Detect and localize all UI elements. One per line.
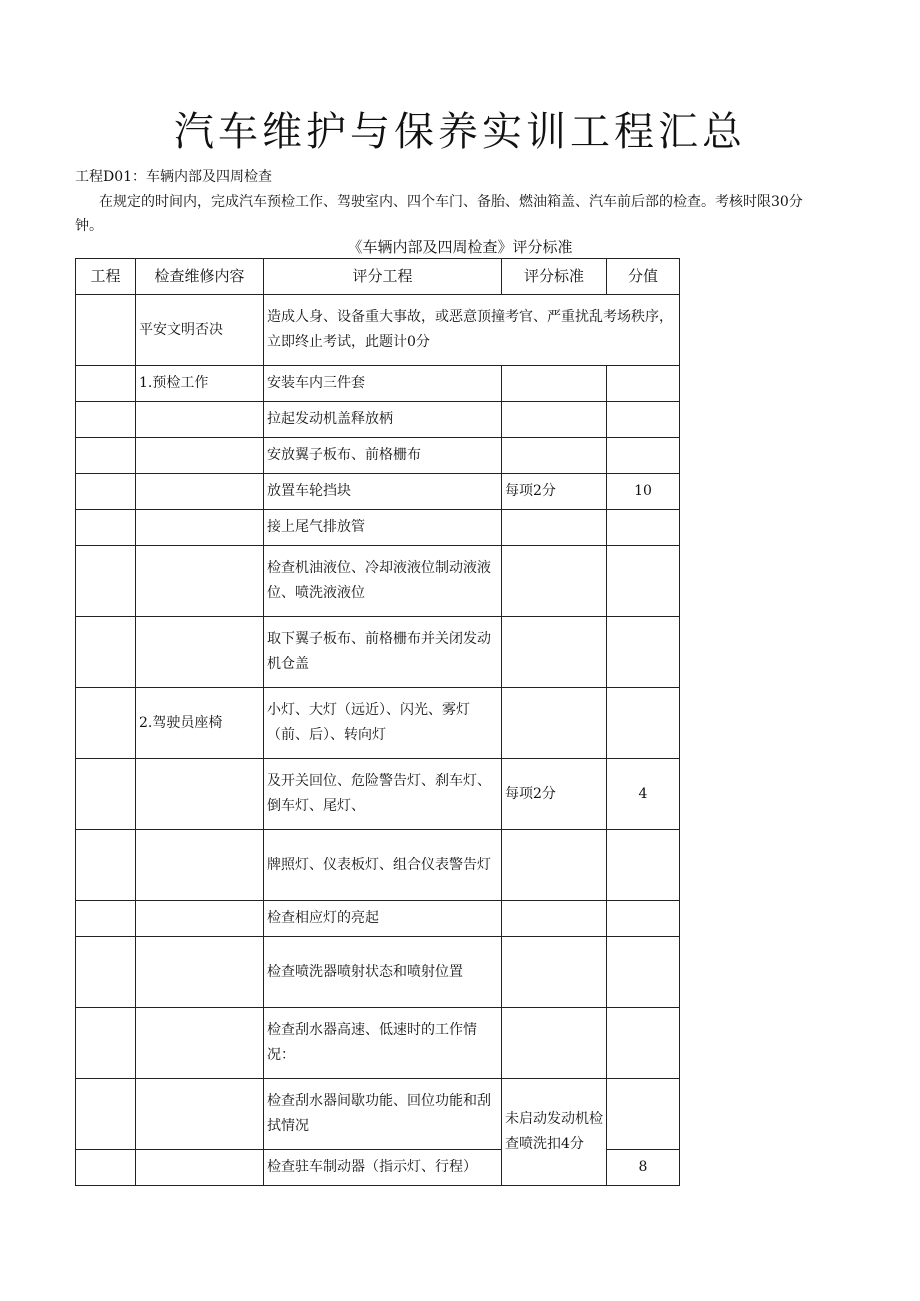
item-cell: 检查机油液位、冷却液液位制动液液位、喷洗液液位: [264, 546, 502, 617]
table-row: [76, 901, 680, 937]
table-row: [76, 937, 680, 1008]
table-row: [76, 1079, 680, 1150]
document-title: 汽车维护与保养实训工程汇总: [174, 109, 746, 155]
column-header-score: 分值: [607, 259, 680, 295]
table-row: [76, 366, 680, 402]
table-row: [76, 759, 680, 830]
table-row: [76, 295, 680, 366]
item-cell: 拉起发动机盖释放柄: [264, 402, 502, 438]
item-cell: 安装车内三件套: [264, 366, 502, 402]
standard-cell: 未启动发动机检查喷洗扣4分: [502, 1079, 607, 1186]
item-cell: 检查驻车制动器（指示灯、行程）: [264, 1150, 502, 1186]
score-cell: 8: [607, 1150, 680, 1186]
item-cell: 检查相应灯的亮起: [264, 901, 502, 937]
column-header-standard: 评分标准: [502, 259, 607, 295]
table-row: [76, 474, 680, 510]
column-header-content: 检查维修内容: [136, 259, 264, 295]
table-row: [76, 402, 680, 438]
table-row: [76, 1008, 680, 1079]
standard-cell: 每项2分: [502, 759, 607, 830]
score-cell: 10: [607, 474, 680, 510]
scoring-table: [75, 258, 680, 1186]
content-cell: 平安文明否决: [136, 295, 264, 366]
table-row: [76, 688, 680, 759]
item-cell: 检查刮水器高速、低速时的工作情况：: [264, 1008, 502, 1079]
item-heading: 工程D01：车辆内部及四周检查: [75, 169, 273, 185]
table-row: [76, 830, 680, 901]
column-header-project: 工程: [76, 259, 136, 295]
item-cell: 造成人身、设备重大事故，或恶意顶撞考官、严重扰乱考场秩序，立即终止考试，此题计0分: [264, 295, 680, 366]
table-row: [76, 546, 680, 617]
item-cell: 安放翼子板布、前格栅布: [264, 438, 502, 474]
project-cell: [76, 295, 136, 366]
item-description: 在规定的时间内，完成汽车预检工作、驾驶室内、四个车门、备胎、燃油箱盖、汽车前后部的检查。考核时限30分钟。: [75, 194, 803, 234]
table-row: [76, 510, 680, 546]
content-cell: 2.驾驶员座椅: [136, 688, 264, 759]
item-cell: 放置车轮挡块: [264, 474, 502, 510]
table-row: [76, 438, 680, 474]
item-cell: 小灯、大灯（远近）、闪光、雾灯（前、后）、转向灯: [264, 688, 502, 759]
item-cell: 取下翼子板布、前格栅布并关闭发动机仓盖: [264, 617, 502, 688]
score-cell: 4: [607, 759, 680, 830]
item-cell: 及开关回位、危险警告灯、刹车灯、倒车灯、尾灯、: [264, 759, 502, 830]
item-cell: 检查刮水器间歇功能、回位功能和刮拭情况: [264, 1079, 502, 1150]
standard-cell: 每项2分: [502, 474, 607, 510]
table-caption: 《车辆内部及四周检查》评分标准: [347, 238, 573, 256]
item-cell: 牌照灯、仪表板灯、组合仪表警告灯: [264, 830, 502, 901]
item-cell: 接上尾气排放管: [264, 510, 502, 546]
item-cell: 检查喷洗器喷射状态和喷射位置: [264, 937, 502, 1008]
table-row: [76, 617, 680, 688]
table-header-row: [76, 259, 680, 295]
column-header-item: 评分工程: [264, 259, 502, 295]
content-cell: 1.预检工作: [136, 366, 264, 402]
